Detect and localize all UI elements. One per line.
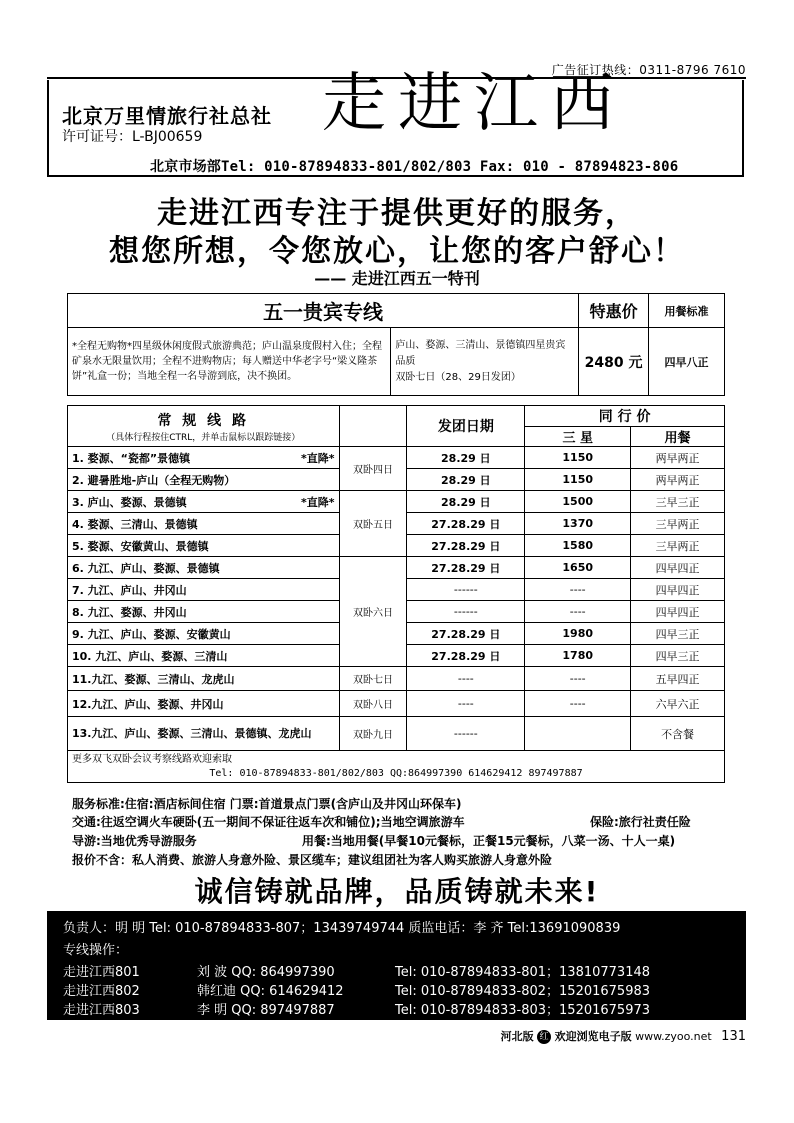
route-row[interactable] <box>68 557 725 579</box>
route-name: 6. 九江、庐山、婺源、景德镇 <box>72 561 220 575</box>
routes-table <box>67 405 725 783</box>
exclusions: 报价不含：私人消费、旅游人身意外险、景区缆车；建议组团社为客人购买旅游人身意外险 <box>72 853 553 867</box>
page-number: 131 <box>721 1029 746 1044</box>
route-date: 28.29 日 <box>407 491 525 513</box>
route-name-cell <box>68 491 340 513</box>
ops-row-line: 走进江西803 <box>63 1003 140 1018</box>
routes-footer-row <box>68 751 725 783</box>
traffic-info: 交通:往返空调火车硬卧(五一期间不保证往返车次和铺位);当地空调旅游车 <box>72 815 465 829</box>
route-price: ---- <box>525 601 631 623</box>
route-meal: 四早四正 <box>631 579 725 601</box>
route-date: ------ <box>407 601 525 623</box>
route-name: 10. 九江、庐山、婺源、三清山 <box>72 649 228 663</box>
ops-row-tel: Tel: 010-87894833-802；15201675983 <box>395 984 651 999</box>
ops-row-tel: Tel: 010-87894833-801；13810773148 <box>395 965 651 980</box>
route-price: ---- <box>525 691 631 717</box>
vip-table <box>67 293 725 396</box>
route-price: 1150 <box>525 447 631 469</box>
route-row[interactable] <box>68 717 725 751</box>
route-price: 1650 <box>525 557 631 579</box>
page-footer <box>501 1028 746 1044</box>
route-name-cell <box>68 557 340 579</box>
ops-row-line: 走进江西801 <box>63 965 140 980</box>
route-name-cell <box>68 447 340 469</box>
route-price: 1150 <box>525 469 631 491</box>
route-name: 13.九江、庐山、婺源、三清山、景德镇、龙虎山 <box>72 726 312 740</box>
dining-info: 用餐:当地用餐(早餐10元餐标，正餐15元餐标，八菜一汤、十人一桌) <box>302 834 676 848</box>
route-name-cell <box>68 691 340 717</box>
route-meal: 不含餐 <box>631 717 725 751</box>
route-meal: 四早四正 <box>631 601 725 623</box>
route-meal: 两早两正 <box>631 469 725 491</box>
route-duration: 双卧六日 <box>339 557 407 667</box>
agency-name: 北京万里情旅行社总社 <box>62 104 272 128</box>
guide-info: 导游:当地优秀导游服务 <box>72 834 197 848</box>
route-date: ------ <box>407 717 525 751</box>
routes-header-blank <box>339 406 407 447</box>
routes-header-cell <box>68 406 340 447</box>
edition-label: 河北版 <box>500 1030 534 1043</box>
route-name-cell <box>68 535 340 557</box>
service-standard: 服务标准:住宿:酒店标间住宿 门票:首道景点门票(含庐山及井冈山环保车) <box>72 797 462 811</box>
edition-badge-icon: 红 <box>537 1030 551 1044</box>
vip-route: 庐山、婺源、三清山、景德镇四星贵宾品质 <box>395 339 566 367</box>
routes-footer <box>68 751 725 783</box>
route-duration: 双卧七日 <box>339 667 407 691</box>
route-name: 4. 婺源、三清山、景德镇 <box>72 517 198 531</box>
route-meal: 四早四正 <box>631 557 725 579</box>
route-row[interactable] <box>68 491 725 513</box>
route-meal: 六早六正 <box>631 691 725 717</box>
issue-subtitle: —— 走进江西五一特刊 <box>314 269 480 288</box>
vip-description: *全程无购物*四星级休闲度假式旅游典范；庐山温泉度假村入住；全程矿泉水无限量饮用；全程不进购物店；每人赠送中华老字号“梁义隆茶饼”礼盒一份；当地全程一名导游到底，决不换团。 <box>68 328 391 396</box>
route-price: 1370 <box>525 513 631 535</box>
route-name-cell <box>68 667 340 691</box>
vip-meal: 四早八正 <box>649 328 725 396</box>
route-name: 11.九江、婺源、三清山、龙虎山 <box>72 672 235 686</box>
ops-row-name: 刘 波 QQ: 864997390 <box>197 965 335 980</box>
slogan-line-2: 想您所想，令您放心，让您的客户舒心！ <box>109 234 685 269</box>
ops-row-tel: Tel: 010-87894833-803；15201675973 <box>395 1003 651 1018</box>
market-contact: 北京市场部Tel: 010-87894833-801/802/803 Fax: 010 - 87894823-806 <box>150 159 679 175</box>
route-date: ------ <box>407 579 525 601</box>
route-date: 28.29 日 <box>407 447 525 469</box>
routes-tel: Tel: 010-87894833-801/802/803 QQ:864997390 614629412 897497887 <box>209 767 583 779</box>
route-name-cell <box>68 601 340 623</box>
route-meal: 四早三正 <box>631 645 725 667</box>
vip-price: 2480 元 <box>579 328 649 396</box>
ops-row-line: 走进江西802 <box>63 984 140 999</box>
meal-header: 用餐 <box>631 427 725 447</box>
route-duration: 双卧四日 <box>339 447 407 491</box>
route-date: ---- <box>407 667 525 691</box>
route-date: 28.29 日 <box>407 469 525 491</box>
route-name-cell <box>68 513 340 535</box>
quality-slogan: 诚信铸就品牌，品质铸就未来! <box>194 875 600 908</box>
route-price: 1580 <box>525 535 631 557</box>
site-link[interactable]: www.zyoo.net <box>635 1030 712 1043</box>
route-name-cell <box>68 717 340 751</box>
route-meal: 三早三正 <box>631 491 725 513</box>
ops-label: 专线操作： <box>63 943 129 958</box>
vip-duration: 双卧七日（28、29日发团） <box>395 371 521 383</box>
route-price: 1980 <box>525 623 631 645</box>
route-row[interactable] <box>68 691 725 717</box>
staff-panel <box>47 911 746 1020</box>
route-tag: *直降* <box>301 451 335 465</box>
route-name-cell <box>68 623 340 645</box>
star-header: 三 星 <box>525 427 631 447</box>
brand-title: 走进江西 <box>322 67 626 141</box>
ops-row-name: 李 明 QQ: 897497887 <box>197 1003 335 1018</box>
route-meal: 三早两正 <box>631 513 725 535</box>
ad-hotline: 广告征订热线：0311-8796 7610 <box>551 63 746 77</box>
route-date: 27.28.29 日 <box>407 535 525 557</box>
route-row[interactable] <box>68 447 725 469</box>
route-name: 8. 九江、婺源、井冈山 <box>72 605 187 619</box>
route-date: 27.28.29 日 <box>407 557 525 579</box>
route-name: 7. 九江、庐山、井冈山 <box>72 583 187 597</box>
route-date: 27.28.29 日 <box>407 623 525 645</box>
route-name: 1. 婺源、“瓷都”景德镇 <box>72 451 191 465</box>
route-meal: 五早四正 <box>631 667 725 691</box>
route-name: 5. 婺源、安徽黄山、景德镇 <box>72 539 209 553</box>
license-number: 许可证号：L-BJ00659 <box>62 129 203 145</box>
route-date: 27.28.29 日 <box>407 645 525 667</box>
slogan-line-1: 走进江西专注于提供更好的服务， <box>157 196 637 231</box>
route-row[interactable] <box>68 667 725 691</box>
route-name: 12.九江、庐山、婺源、井冈山 <box>72 697 224 711</box>
leader-line: 负责人：明 明 Tel: 010-87894833-807；13439749744 质监电话：李 齐 Tel:13691090839 <box>63 921 621 936</box>
route-price: 1780 <box>525 645 631 667</box>
welcome-text: 欢迎浏览电子版 <box>554 1030 632 1043</box>
insurance-info: 保险:旅行社责任险 <box>590 815 691 829</box>
vip-price-header: 特惠价 <box>579 294 649 328</box>
route-date: ---- <box>407 691 525 717</box>
route-tag: *直降* <box>301 495 335 509</box>
ops-row-name: 韩红迪 QQ: 614629412 <box>197 984 344 999</box>
vip-title: 五一贵宾专线 <box>68 294 579 328</box>
route-price: ---- <box>525 579 631 601</box>
route-name: 3. 庐山、婺源、景德镇 <box>72 495 187 509</box>
route-price <box>525 717 631 751</box>
route-duration: 双卧五日 <box>339 491 407 557</box>
route-price: 1500 <box>525 491 631 513</box>
vip-route-cell <box>391 328 579 396</box>
vip-meal-header: 用餐标准 <box>649 294 725 328</box>
more-routes: 更多双飞双卧会议考察线路欢迎索取 <box>72 753 232 765</box>
route-date: 27.28.29 日 <box>407 513 525 535</box>
route-name: 2. 避暑胜地-庐山（全程无购物） <box>72 473 236 487</box>
route-name-cell <box>68 469 340 491</box>
routes-note[interactable]: （具体行程按住CTRL，并单击鼠标以跟踪链接） <box>106 432 301 443</box>
route-meal: 两早两正 <box>631 447 725 469</box>
routes-title: 常 规 线 路 <box>157 412 250 429</box>
route-name-cell <box>68 579 340 601</box>
route-meal: 四早三正 <box>631 623 725 645</box>
route-name-cell <box>68 645 340 667</box>
route-duration: 双卧八日 <box>339 691 407 717</box>
route-duration: 双卧九日 <box>339 717 407 751</box>
route-name: 9. 九江、庐山、婺源、安徽黄山 <box>72 627 231 641</box>
route-price: ---- <box>525 667 631 691</box>
date-header: 发团日期 <box>407 406 525 447</box>
route-meal: 三早两正 <box>631 535 725 557</box>
price-header: 同 行 价 <box>525 406 725 427</box>
